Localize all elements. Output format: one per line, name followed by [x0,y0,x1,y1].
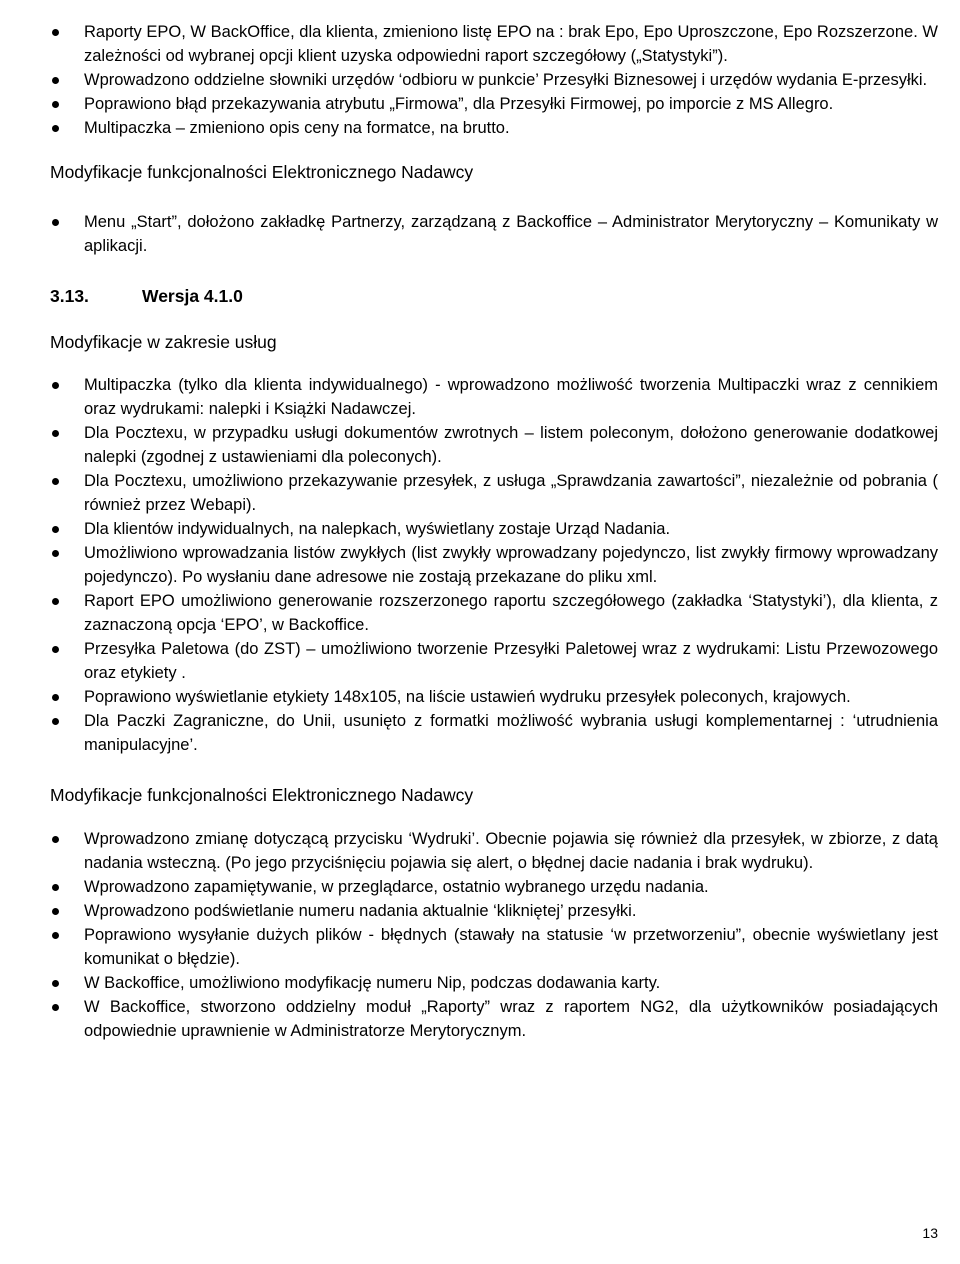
list-item-text: W Backoffice, umożliwiono modyfikację numeru Nip, podczas dodawania karty. [84,974,661,992]
list-item [50,875,938,899]
en-bullet-list-1 [50,210,938,258]
list-item-text: Multipaczka – zmieniono opis ceny na formatce, na brutto. [84,119,510,137]
list-item [50,92,938,116]
bullet-icon [52,478,59,485]
bullet-icon [52,526,59,533]
list-item-text: Dla Pocztexu, umożliwiono przekazywanie przesyłek, z usługa „Sprawdzania zawartości”, niezależnie od pobrania ( również przez Webapi). [84,472,938,514]
bullet-icon [52,1004,59,1011]
list-item-text: Dla Paczki Zagraniczne, do Unii, usunięto z formatki możliwość wybrania usługi komplementarnej : ‘utrudnienia manipulacyjne’. [84,712,938,754]
bullet-icon [52,694,59,701]
bullet-icon [52,932,59,939]
bullet-icon [52,598,59,605]
list-item [50,971,938,995]
section-number: 3.13. [50,286,89,306]
bullet-icon [52,430,59,437]
list-item-text: Raporty EPO, W BackOffice, dla klienta, zmieniono listę EPO na : brak Epo, Epo Uproszczone, Epo Rozszerzone. W zależności od wybranej opcji klient uzyska odpowiedni raport szczegółowy („Statystyki”). [84,23,938,65]
list-item-text: Multipaczka (tylko dla klienta indywidualnego) - wprowadzono możliwość tworzenia Multipaczki wraz z cennikiem oraz wydrukami: nalepki i Książki Nadawczej. [84,376,938,418]
services-bullet-list [50,373,938,757]
list-item-text: W Backoffice, stworzono oddzielny moduł „Raporty” wraz z raportem NG2, dla użytkowników posiadających odpowiednie uprawnienie w Administratorze Merytorycznym. [84,998,938,1040]
list-item [50,20,938,68]
list-item [50,373,938,421]
list-item-text: Dla klientów indywidualnych, na nalepkach, wyświetlany zostaje Urząd Nadania. [84,520,671,538]
en-bullet-list-2 [50,827,938,1043]
list-item-text: Przesyłka Paletowa (do ZST) – umożliwiono tworzenie Przesyłki Paletowej wraz z wydrukami: Listu Przewozowego oraz etykiety . [84,640,938,682]
list-item [50,68,938,92]
list-item-text: Raport EPO umożliwiono generowanie rozszerzonego raportu szczegółowego (zakładka ‘Statystyki’), dla klienta, z zaznaczoną opcja ‘EPO’, w Backoffice. [84,592,938,634]
list-item [50,421,938,469]
section-heading [50,284,938,308]
list-item-text: Umożliwiono wprowadzania listów zwykłych (list zwykły wprowadzany pojedynczo, list zwykły firmowy wprowadzany pojedynczo). Po wysłaniu dane adresowe nie zostają przekazane do pliku xml. [84,544,938,586]
document-page [50,20,938,1043]
bullet-icon [52,884,59,891]
bullet-icon [52,125,59,132]
bullet-icon [52,77,59,84]
bullet-icon [52,908,59,915]
list-item [50,541,938,589]
bullet-icon [52,646,59,653]
heading-services: Modyfikacje w zakresie usług [50,332,277,352]
list-item [50,210,938,258]
bullet-icon [52,29,59,36]
section-title: Wersja 4.1.0 [142,286,243,306]
heading-en-functionality-2: Modyfikacje funkcjonalności Elektronicznego Nadawcy [50,785,474,805]
list-item-text: Menu „Start”, dołożono zakładkę Partnerzy, zarządzaną z Backoffice – Administrator Merytoryczny – Komunikaty w aplikacji. [84,213,938,255]
list-item [50,923,938,971]
list-item [50,685,938,709]
list-item [50,709,938,757]
bullet-icon [52,836,59,843]
list-item [50,116,938,140]
list-item [50,995,938,1043]
bullet-icon [52,980,59,987]
list-item [50,589,938,637]
bullet-icon [52,718,59,725]
bullet-icon [52,382,59,389]
bullet-icon [52,219,59,226]
list-item-text: Dla Pocztexu, w przypadku usługi dokumentów zwrotnych – listem poleconym, dołożono generowanie dodatkowej nalepki (zgodnej z ustawieniami dla poleconych). [84,424,938,466]
list-item [50,517,938,541]
list-item-text: Wprowadzono oddzielne słowniki urzędów ‘odbioru w punkcie’ Przesyłki Biznesowej i urzędów wydania E-przesyłki. [84,71,928,89]
list-item-text: Poprawiono wyświetlanie etykiety 148x105, na liście ustawień wydruku przesyłek poleconych, krajowych. [84,688,851,706]
list-item [50,827,938,875]
list-item-text: Poprawiono wysyłanie dużych plików - błędnych (stawały na statusie ‘w przetworzeniu”, obecnie wyświetlany jest komunikat o błędzie). [84,926,938,968]
bullet-icon [52,550,59,557]
bullet-icon [52,101,59,108]
heading-en-functionality-1: Modyfikacje funkcjonalności Elektronicznego Nadawcy [50,162,474,182]
page-number: 13 [922,1225,938,1241]
list-item-text: Wprowadzono zapamiętywanie, w przeglądarce, ostatnio wybranego urzędu nadania. [84,878,709,896]
list-item-text: Wprowadzono zmianę dotyczącą przycisku ‘Wydruki’. Obecnie pojawia się również dla przesyłek, w zbiorze, z datą nadania wsteczną. (Po jego przyciśnięciu pojawia się alert, o błędnej dacie nadania i brak wydruku). [84,830,938,872]
list-item [50,899,938,923]
list-item-text: Poprawiono błąd przekazywania atrybutu „Firmowa”, dla Przesyłki Firmowej, po imporcie z MS Allegro. [84,95,834,113]
list-item [50,469,938,517]
top-bullet-list [50,20,938,140]
list-item-text: Wprowadzono podświetlanie numeru nadania aktualnie ‘klikniętej’ przesyłki. [84,902,637,920]
list-item [50,637,938,685]
